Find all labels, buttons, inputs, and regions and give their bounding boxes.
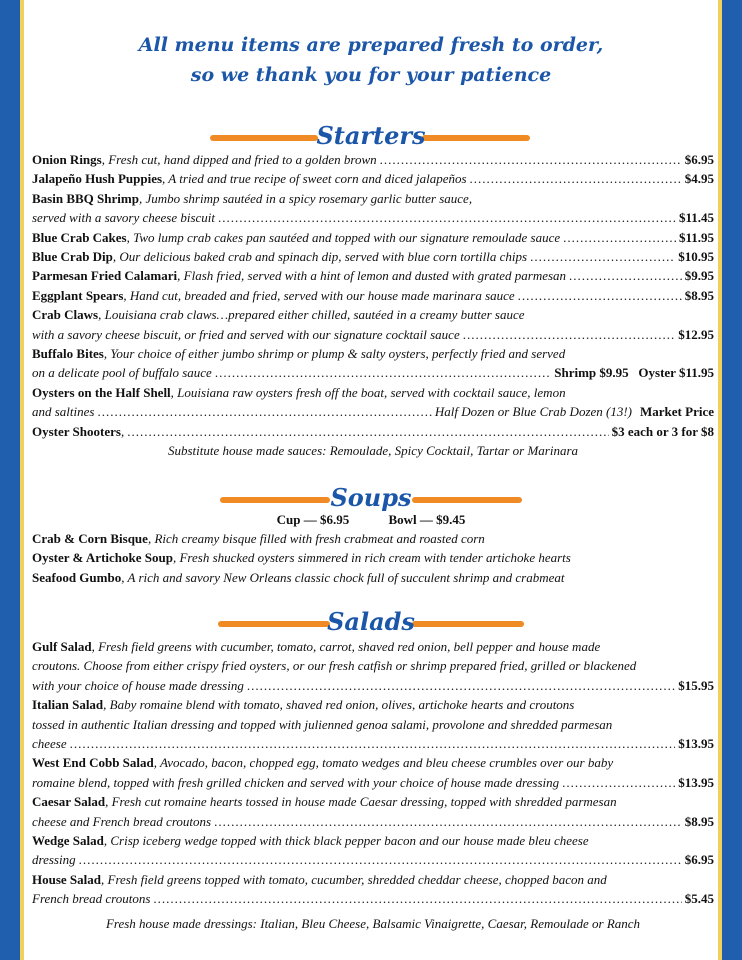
item-desc: , A rich and savory New Orleans classic chock full of succulent shrimp and crabmeat (121, 569, 565, 585)
menu-item-cont (32, 715, 714, 734)
soups-title: Soups (330, 483, 412, 512)
menu-item (32, 548, 714, 567)
item-name: Blue Crab Dip (32, 249, 113, 265)
item-name: Oyster Shooters (32, 423, 121, 439)
starters-title: Starters (316, 121, 426, 150)
menu-item (32, 150, 714, 169)
starters-header (24, 121, 718, 153)
item-name: West End Cobb Salad (32, 755, 154, 771)
soups-header (24, 483, 718, 515)
menu-item (32, 189, 714, 208)
menu-item (32, 344, 714, 363)
starters-note: Substitute house made sauces: Remoulade, Spicy Cocktail, Tartar or Marinara (167, 443, 579, 459)
item-desc: , Two lump crab cakes pan sautéed and topped with our signature remoulade sauce (126, 229, 561, 245)
item-name: Gulf Salad (32, 639, 92, 654)
intro-line-1: All menu items are prepared fresh to order, (138, 34, 604, 56)
item-name: Basin BBQ Shrimp (32, 190, 139, 206)
item-price: $3 each or 3 for $8 (611, 423, 714, 439)
item-price: $13.95 (678, 774, 714, 790)
menu-item (32, 870, 714, 889)
item-price: $15.95 (678, 677, 714, 693)
soup-prices (24, 512, 718, 528)
item-name: Eggplant Spears (32, 287, 124, 303)
item-price: $8.95 (684, 287, 714, 303)
menu-item (32, 422, 714, 441)
menu-item-cont (32, 656, 714, 675)
menu-item (32, 286, 714, 305)
item-name: Crab & Corn Bisque (32, 531, 148, 546)
item-price: $12.95 (678, 326, 714, 342)
item-name: Onion Rings (32, 152, 102, 167)
item-price: $5.45 (684, 891, 714, 907)
item-name: Blue Crab Cakes (32, 229, 127, 245)
menu-item (32, 753, 714, 772)
salads-title: Salads (327, 607, 415, 636)
item-price: $11.45 (678, 210, 714, 226)
item-price: $10.95 (678, 249, 714, 265)
right-border (722, 0, 742, 960)
menu-item (32, 529, 714, 548)
menu-item-cont (32, 889, 714, 908)
menu-item (32, 695, 714, 714)
item-desc: with a savory cheese biscuit, or fried and served with our signature cocktail sauce (32, 326, 460, 342)
menu-item-cont (32, 812, 714, 831)
item-price: Market Price (640, 404, 714, 420)
item-desc: , Avocado, bacon, chopped egg, tomato wedges and bleu cheese crumbles over our baby (153, 755, 614, 771)
salads-list (32, 637, 714, 933)
item-name: Seafood Gumbo (32, 569, 122, 585)
item-desc: , Crisp iceberg wedge topped with thick black pepper bacon and our house made bleu cheese (103, 833, 589, 849)
menu-item (32, 568, 714, 587)
menu-item-cont (32, 208, 714, 227)
item-desc: , Fresh cut romaine hearts tossed in house made Caesar dressing, topped with shredded parmesan (105, 794, 617, 810)
menu-item (32, 792, 714, 811)
starters-list (32, 150, 714, 461)
salads-header (24, 607, 718, 639)
item-price: $6.95 (684, 852, 714, 868)
item-name: Parmesan Fried Calamari (32, 268, 178, 284)
intro-message (24, 30, 718, 90)
item-name: Oysters on the Half Shell (32, 384, 171, 400)
item-name: Oyster & Artichoke Soup (32, 550, 173, 566)
salads-note: Fresh house made dressings: Italian, Bleu Cheese, Balsamic Vinaigrette, Caesar, Remoulade or Ranch (105, 915, 641, 931)
item-desc: romaine blend, topped with fresh grilled chicken and served with your choice of house made dressing (32, 774, 560, 790)
menu-item (32, 247, 714, 266)
bowl-price: Bowl — $9.45 (388, 512, 466, 527)
item-price: $11.95 (678, 229, 714, 245)
item-desc: , Louisiana raw oysters fresh off the boat, served with cocktail sauce, lemon (170, 384, 566, 400)
item-desc: , Fresh cut, hand dipped and fried to a golden brown (101, 152, 377, 167)
item-desc: and saltines (32, 404, 95, 420)
item-desc: , Fresh shucked oysters simmered in rich cream with tender artichoke hearts (172, 550, 571, 566)
item-desc: , Flash fried, served with a hint of lemon and dusted with grated parmesan (177, 268, 567, 284)
item-price: $13.95 (678, 736, 714, 752)
intro-line-2: so we thank you for your patience (190, 64, 552, 86)
item-desc: , (120, 423, 125, 439)
soups-list (32, 529, 714, 587)
item-desc: , Our delicious baked crab and spinach dip, served with blue corn tortilla chips (112, 249, 528, 265)
item-desc: , Hand cut, breaded and fried, served with our house made marinara sauce (123, 287, 515, 303)
item-desc: , Fresh field greens topped with tomato, cucumber, shredded cheddar cheese, chopped bacon and (101, 871, 607, 887)
menu-item (32, 228, 714, 247)
menu-item (32, 831, 714, 850)
item-desc: , A tried and true recipe of sweet corn and diced jalapeños (162, 171, 467, 187)
menu-item-cont (32, 363, 714, 382)
menu-item-cont (32, 773, 714, 792)
menu-page (24, 0, 718, 960)
item-name: Crab Claws (32, 307, 99, 323)
item-desc: served with a savory cheese biscuit (32, 210, 216, 226)
item-name: Wedge Salad (32, 833, 104, 849)
left-border (0, 0, 20, 960)
menu-item (32, 637, 714, 656)
item-desc: cheese and French bread croutons (32, 813, 212, 829)
item-desc: on a delicate pool of buffalo sauce (32, 365, 212, 381)
item-desc: cheese (32, 736, 67, 752)
menu-item-cont (32, 850, 714, 869)
item-size: Half Dozen or Blue Crab Dozen (13!) (434, 404, 633, 420)
item-name: Jalapeño Hush Puppies (32, 171, 163, 187)
item-name: Caesar Salad (32, 794, 106, 810)
item-desc: , Rich creamy bisque filled with fresh crabmeat and roasted corn (147, 531, 485, 546)
item-desc: croutons. Choose from either crispy fried oysters, or our fresh catfish or shrimp prepared fried, grilled or blackened (32, 658, 637, 674)
item-price: $6.95 (684, 152, 714, 167)
item-desc: with your choice of house made dressing (32, 677, 244, 693)
menu-item (32, 305, 714, 324)
item-price: $9.95 (684, 268, 714, 284)
menu-item-cont (32, 734, 714, 753)
item-desc: French bread croutons (32, 891, 151, 907)
item-price: $8.95 (684, 813, 714, 829)
item-desc: , Your choice of either jumbo shrimp or plump & salty oysters, perfectly fried and served (103, 346, 566, 362)
item-desc: , Jumbo shrimp sautéed in a spicy rosemary garlic butter sauce, (138, 190, 473, 206)
menu-item-cont (32, 325, 714, 344)
item-price: $4.95 (684, 171, 714, 187)
item-name: House Salad (32, 871, 101, 887)
item-desc: tossed in authentic Italian dressing and topped with julienned genoa salami, provolone and shredded parmesan (32, 716, 613, 732)
item-desc: , Fresh field greens with cucumber, tomato, carrot, shaved red onion, bell pepper and house made (91, 639, 601, 654)
menu-item (32, 266, 714, 285)
item-desc: , Baby romaine blend with tomato, shaved red onion, olives, artichoke hearts and croutons (103, 697, 575, 713)
right-gold-stripe (718, 0, 722, 960)
menu-item-cont (32, 402, 714, 421)
item-price: Shrimp $9.95 Oyster $11.95 (554, 365, 714, 381)
item-desc: dressing (32, 852, 76, 868)
menu-item (32, 383, 714, 402)
item-name: Buffalo Bites (32, 346, 104, 362)
item-desc: , Louisiana crab claws…prepared either chilled, sautéed in a creamy butter sauce (98, 307, 525, 323)
menu-item-cont (32, 676, 714, 695)
cup-price: Cup — $6.95 (276, 512, 350, 527)
item-name: Italian Salad (32, 697, 104, 713)
menu-item (32, 169, 714, 188)
